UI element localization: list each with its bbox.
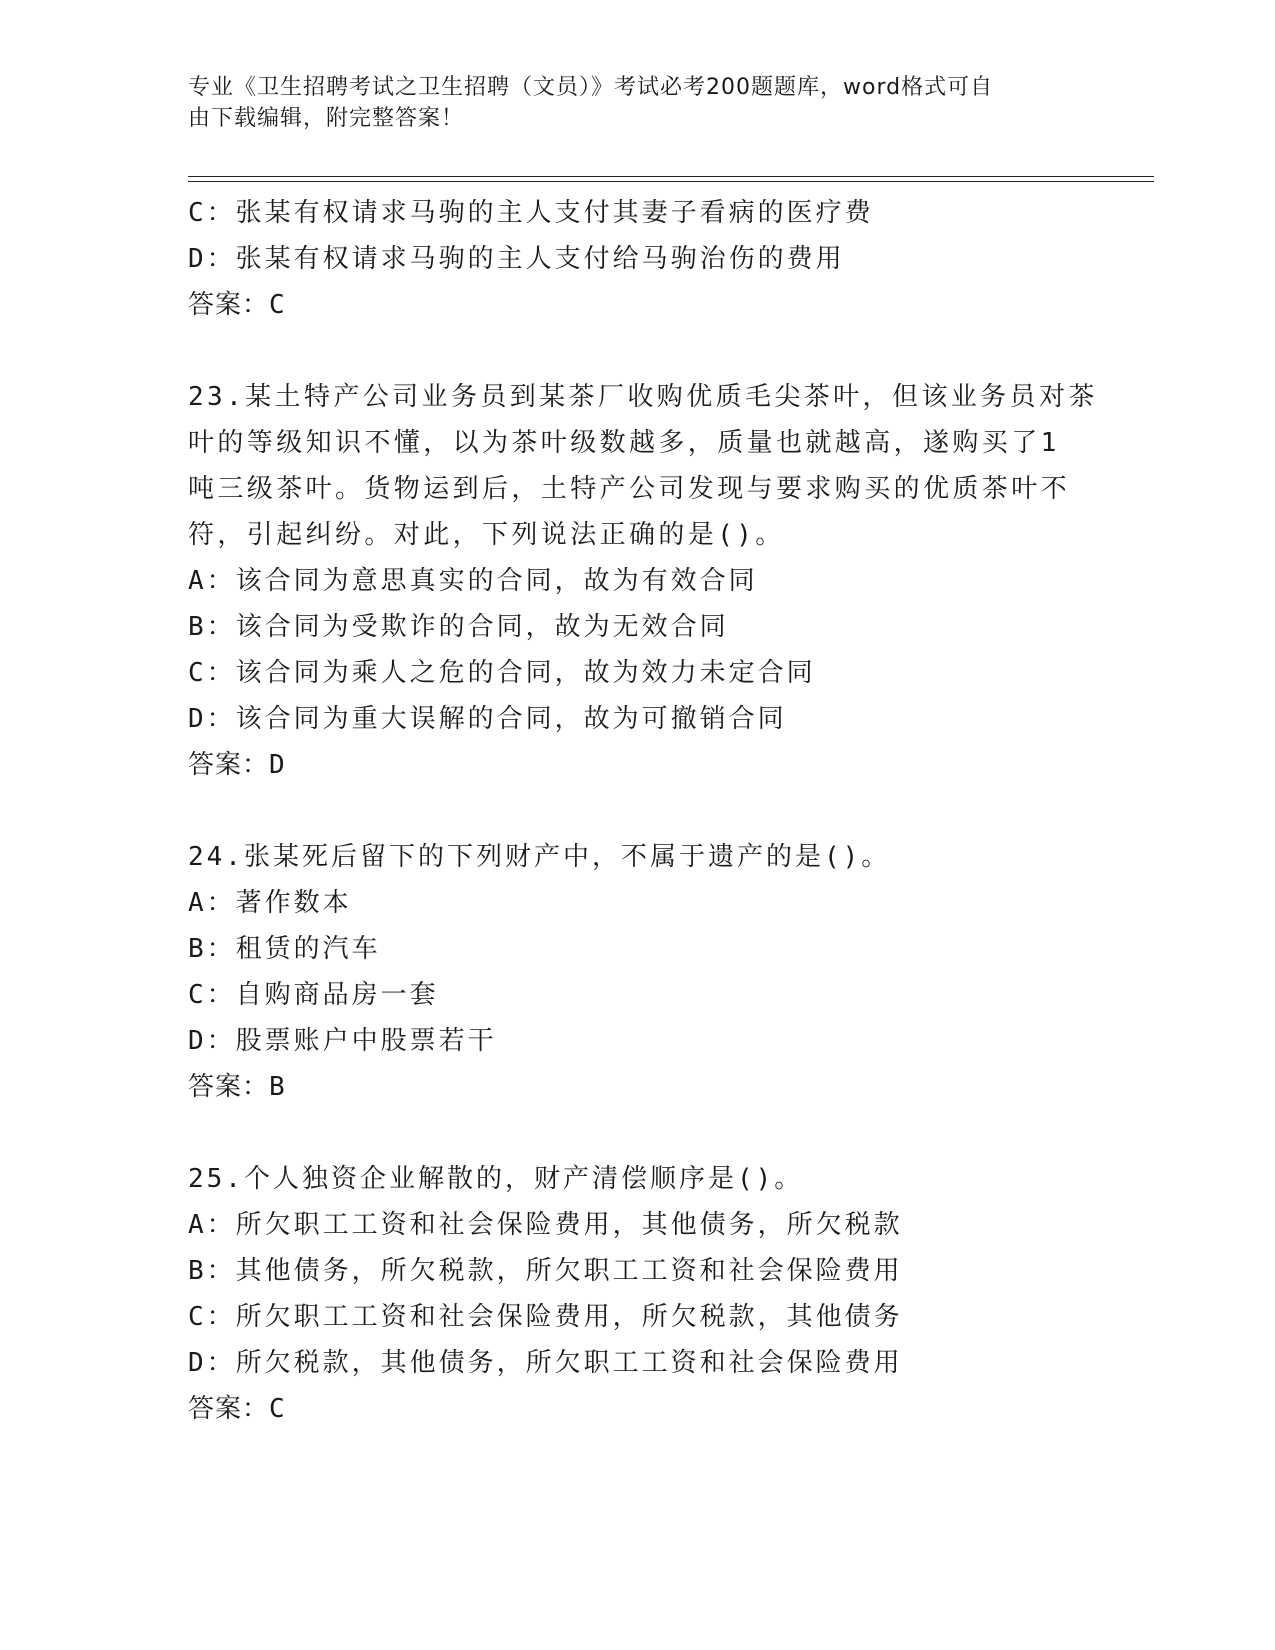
option-d: D：股票账户中股票若干 <box>188 1026 497 1056</box>
option-c: C：张某有权请求马驹的主人支付其妻子看病的医疗费 <box>188 198 874 228</box>
option-b: B：其他债务，所欠税款，所欠职工工资和社会保险费用 <box>188 1256 903 1286</box>
answer-value: B <box>269 1072 286 1102</box>
answer-value: C <box>269 1394 286 1424</box>
answer-label: 答案： <box>188 750 270 780</box>
option-b: B：租赁的汽车 <box>188 934 381 964</box>
question-stem: 24.张某死后留下的下列财产中，不属于遗产的是()。 <box>188 842 891 872</box>
answer-value: C <box>269 290 286 320</box>
answer-value: D <box>269 750 286 780</box>
option-c: C：该合同为乘人之危的合同，故为效力未定合同 <box>188 658 816 688</box>
option-c: C：所欠职工工资和社会保险费用，所欠税款，其他债务 <box>188 1302 903 1332</box>
header-rule-bottom <box>188 181 1154 182</box>
header-line-1: 专业《卫生招聘考试之卫生招聘（文员）》考试必考200题题库，word格式可自 <box>188 75 994 100</box>
answer-label: 答案： <box>188 1394 270 1424</box>
option-b: B：该合同为受欺诈的合同，故为无效合同 <box>188 612 729 642</box>
question-23 <box>188 374 1098 788</box>
answer-line <box>188 1064 1088 1110</box>
option-d: D：该合同为重大误解的合同，故为可撤销合同 <box>188 704 787 734</box>
question-stem-line: 符，引起纠纷。对此，下列说法正确的是()。 <box>188 520 785 550</box>
answer-line <box>188 742 1088 788</box>
document-header <box>188 72 1088 134</box>
question-stem-line: 叶的等级知识不懂，以为茶叶级数越多，质量也就越高，遂购买了1 <box>188 428 1060 458</box>
answer-line <box>188 1386 1088 1432</box>
header-line-2: 由下载编辑，附完整答案！ <box>188 106 465 131</box>
option-a: A：该合同为意思真实的合同，故为有效合同 <box>188 566 758 596</box>
question-24 <box>188 834 1088 1110</box>
option-a: A：著作数本 <box>188 888 352 918</box>
answer-label: 答案： <box>188 290 270 320</box>
header-rule-top <box>188 176 1154 177</box>
answer-line <box>188 282 1088 328</box>
question-25 <box>188 1156 1088 1432</box>
document-body <box>188 190 1098 1432</box>
question-stem-line: 吨三级茶叶。货物运到后，土特产公司发现与要求购买的优质茶叶不 <box>188 474 1071 504</box>
option-c: C：自购商品房一套 <box>188 980 439 1010</box>
question-stem <box>188 374 1098 558</box>
answer-label: 答案： <box>188 1072 270 1102</box>
option-d: D：所欠税款，其他债务，所欠职工工资和社会保险费用 <box>188 1348 903 1378</box>
option-d: D：张某有权请求马驹的主人支付给马驹治伤的费用 <box>188 244 845 274</box>
question-stem-line: 23.某土特产公司业务员到某茶厂收购优质毛尖茶叶，但该业务员对茶 <box>188 382 1098 412</box>
continued-question <box>188 190 1088 328</box>
question-stem: 25.个人独资企业解散的，财产清偿顺序是()。 <box>188 1164 804 1194</box>
option-a: A：所欠职工工资和社会保险费用，其他债务，所欠税款 <box>188 1210 903 1240</box>
